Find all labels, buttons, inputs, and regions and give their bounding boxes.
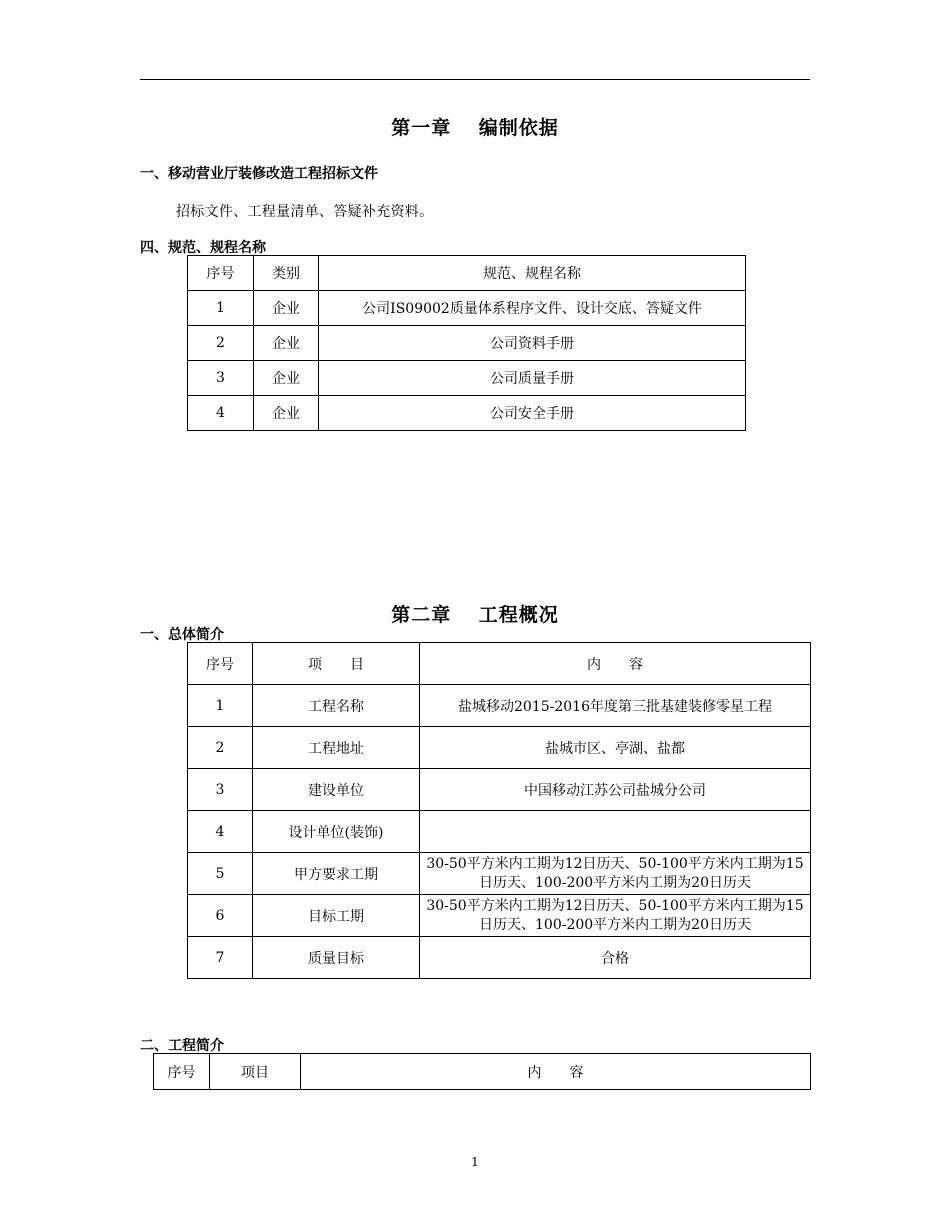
table-cell: 中国移动江苏公司盐城分公司	[420, 769, 811, 811]
header-cell: 序号	[154, 1054, 210, 1090]
table-cell: 企业	[254, 291, 319, 326]
table-cell: 公司质量手册	[319, 361, 746, 396]
table-cell: 目标工期	[253, 895, 420, 937]
table-cell: 企业	[254, 396, 319, 431]
table-cell: 4	[188, 396, 254, 431]
table-row	[188, 326, 746, 361]
table-cell: 盐城市区、亭湖、盐都	[420, 727, 811, 769]
table-header-row	[188, 643, 811, 685]
project-intro-table	[153, 1053, 811, 1090]
table-row	[188, 895, 811, 937]
header-rule	[140, 79, 810, 80]
section-project-intro-heading: 二、工程简介	[140, 1038, 224, 1054]
table-cell: 4	[188, 811, 253, 853]
table-header-row	[188, 256, 746, 291]
header-cell: 序号	[188, 256, 254, 291]
table-cell: 企业	[254, 361, 319, 396]
table-cell: 3	[188, 769, 253, 811]
table-cell: 6	[188, 895, 253, 937]
table-cell: 工程名称	[253, 685, 420, 727]
table-cell: 合格	[420, 937, 811, 979]
section-bidding-documents-heading: 一、移动营业厅装修改造工程招标文件	[140, 166, 378, 182]
project-overview-table	[187, 642, 811, 979]
table-cell: 企业	[254, 326, 319, 361]
table-cell: 甲方要求工期	[253, 853, 420, 895]
section-standards-heading: 四、规范、规程名称	[140, 240, 266, 256]
table-row	[188, 937, 811, 979]
table-cell: 1	[188, 685, 253, 727]
table-row	[188, 396, 746, 431]
page-number: 1	[471, 1155, 479, 1169]
table-row	[188, 361, 746, 396]
standards-table	[187, 255, 746, 431]
chapter-2-title: 第二章 工程概况	[391, 604, 559, 626]
table-row	[188, 853, 811, 895]
table-cell: 30-50平方米内工期为12日历天、50-100平方米内工期为15日历天、100-200平方米内工期为20日历天	[420, 895, 811, 937]
table-cell: 5	[188, 853, 253, 895]
table-cell: 建设单位	[253, 769, 420, 811]
table-cell: 公司IS09002质量体系程序文件、设计交底、答疑文件	[319, 291, 746, 326]
table-cell: 1	[188, 291, 254, 326]
table-cell: 质量目标	[253, 937, 420, 979]
table-row	[188, 685, 811, 727]
table-cell: 7	[188, 937, 253, 979]
header-cell: 类别	[254, 256, 319, 291]
table-cell: 3	[188, 361, 254, 396]
chapter-1-title: 第一章 编制依据	[391, 117, 559, 139]
section-overview-heading: 一、总体简介	[140, 627, 224, 643]
table-cell	[420, 811, 811, 853]
table-cell: 盐城移动2015-2016年度第三批基建装修零星工程	[420, 685, 811, 727]
table-row	[188, 811, 811, 853]
table-cell: 2	[188, 727, 253, 769]
header-cell: 项 目	[253, 643, 420, 685]
table-cell: 公司资料手册	[319, 326, 746, 361]
table-header-row	[154, 1054, 811, 1090]
header-cell: 规范、规程名称	[319, 256, 746, 291]
table-cell: 30-50平方米内工期为12日历天、50-100平方米内工期为15日历天、100-200平方米内工期为20日历天	[420, 853, 811, 895]
bidding-documents-text: 招标文件、工程量清单、答疑补充资料。	[176, 204, 434, 220]
table-cell: 2	[188, 326, 254, 361]
header-cell: 内 容	[420, 643, 811, 685]
table-cell: 公司安全手册	[319, 396, 746, 431]
table-row	[188, 291, 746, 326]
table-row	[188, 769, 811, 811]
header-cell: 项目	[210, 1054, 301, 1090]
table-cell: 设计单位(装饰)	[253, 811, 420, 853]
header-cell: 内 容	[301, 1054, 811, 1090]
table-cell: 工程地址	[253, 727, 420, 769]
header-cell: 序号	[188, 643, 253, 685]
table-row	[188, 727, 811, 769]
